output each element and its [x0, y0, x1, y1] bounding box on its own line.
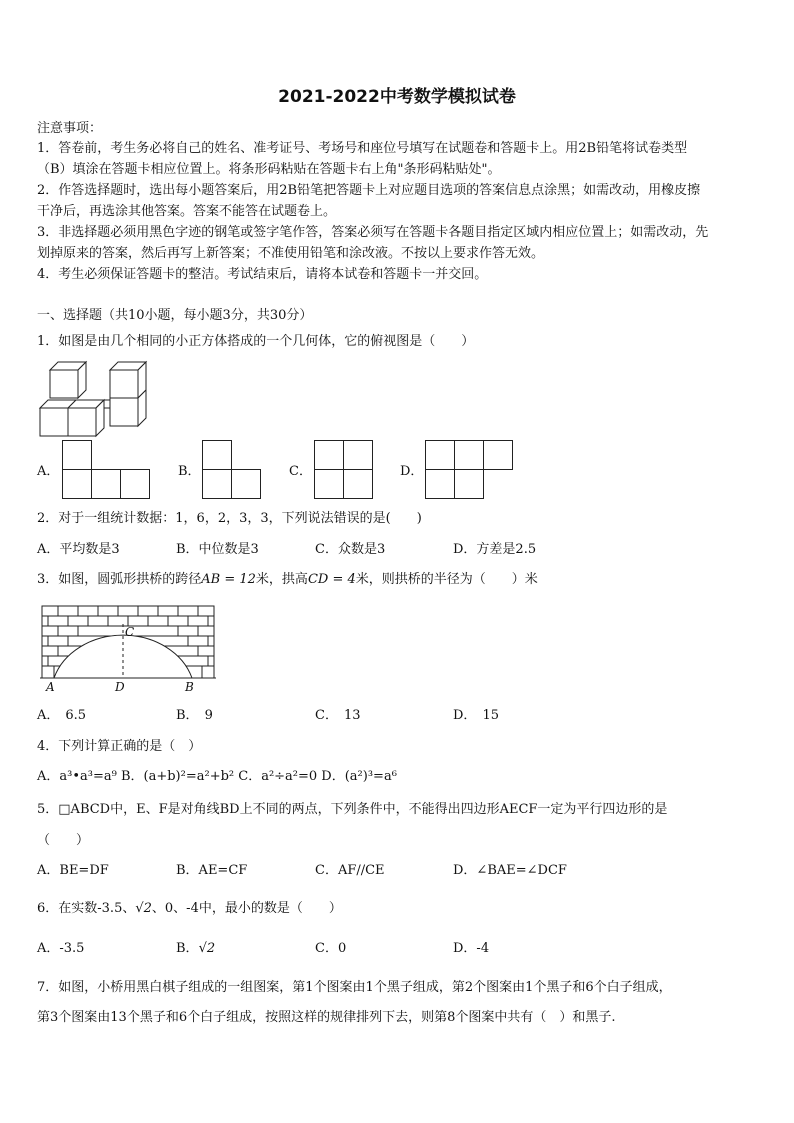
q3-option-c [315, 707, 361, 725]
option-c-topview [314, 440, 374, 500]
arch-label-b: B [185, 680, 194, 694]
section-heading: 一、选择题（共10小题，每小题3分，共30分） [37, 308, 313, 323]
q5-option-a: A．BE=DF [37, 863, 109, 878]
q2-option-c: C．众数是3 [315, 542, 386, 557]
cube-stack-figure [38, 358, 150, 438]
q6-stem-b: 、0、-4中，最小的数是（ ） [151, 901, 342, 916]
q3-option-c-value: 13 [343, 708, 361, 723]
q2-option-a: A．平均数是3 [37, 542, 120, 557]
q6-option-b [176, 940, 215, 958]
q5-paren: （ ） [37, 833, 90, 848]
arch-label-c: C [125, 625, 135, 639]
notice-heading: 注意事项： [37, 121, 103, 136]
option-c-label: C． [289, 464, 312, 479]
question-3-stem [37, 571, 538, 589]
q3-stem-c: 米，则拱桥的半径为（ ）米 [355, 572, 538, 587]
notice-line: 2．作答选择题时，选出每小题答案后，用2B铅笔把答题卡上对应题目选项的答案信息点涂黑；如需改动，用橡皮擦 [37, 183, 701, 198]
question-6-stem [37, 900, 342, 918]
q5-option-b: B．AE=CF [176, 863, 248, 878]
notice-line: （B）填涂在答题卡相应位置上。将条形码粘贴在答题卡右上角"条形码粘贴处"。 [37, 162, 501, 177]
page-title: 2021-2022中考数学模拟试卷 [278, 87, 516, 107]
notice-line: 1．答卷前，考生务必将自己的姓名、准考证号、考场号和座位号填写在试题卷和答题卡上。用2B铅笔将试卷类型 [37, 141, 688, 156]
q3-option-c-label: C． [315, 708, 338, 723]
q3-option-a [37, 707, 86, 725]
question-4-stem: 4．下列计算正确的是（ ） [37, 739, 202, 754]
q6-option-b-sqrt: √2 [198, 941, 216, 956]
q4-options: A．a³•a³=a⁹ B．(a+b)²=a²+b² C．a²÷a²=0 D．(a²)³=a⁶ [37, 769, 397, 784]
q6-option-d: D．-4 [453, 941, 490, 956]
option-b-label: B． [178, 464, 201, 479]
option-d-topview [425, 440, 515, 500]
q3-ab-expr: AB = 12 [201, 572, 256, 587]
notice-line: 划掉原来的答案，然后再写上新答案；不准使用铅笔和涂改液。不按以上要求作答无效。 [37, 246, 545, 261]
option-b-topview [202, 440, 262, 500]
q6-option-a: A．-3.5 [37, 941, 85, 956]
q3-option-d [453, 707, 499, 725]
q6-option-c: C．0 [315, 941, 347, 956]
option-a-label: A． [37, 464, 60, 479]
q3-option-a-value: 6.5 [65, 708, 87, 723]
q6-option-b-label: B． [176, 941, 199, 956]
q2-option-b: B．中位数是3 [176, 542, 259, 557]
q3-cd-expr: CD = 4 [307, 572, 356, 587]
q6-stem-a: 6．在实数-3.5、 [37, 901, 136, 916]
option-a-topview [62, 440, 152, 500]
q3-option-b-label: B． [176, 708, 199, 723]
q3-stem-b: 米，拱高 [255, 572, 308, 587]
q3-option-b [176, 707, 213, 725]
option-d-label: D． [400, 464, 424, 479]
question-2-stem: 2．对于一组统计数据：1，6，2，3，3，下列说法错误的是( ) [37, 511, 422, 526]
q5-option-c: C．AF//CE [315, 863, 385, 878]
q3-stem-a: 3．如图，圆弧形拱桥的跨径 [37, 572, 202, 587]
q3-option-a-label: A． [37, 708, 60, 723]
arch-label-d: D [115, 680, 125, 694]
q2-option-d: D．方差是2.5 [453, 542, 537, 557]
q3-option-d-label: D． [453, 708, 477, 723]
question-5-stem: 5．□ABCD中，E、F是对角线BD上不同的两点，下列条件中，不能得出四边形AECF一定为平行四边形的是 [37, 802, 668, 817]
q3-option-d-value: 15 [482, 708, 499, 723]
q5-option-d: D．∠BAE=∠DCF [453, 863, 567, 878]
question-7-line1: 7．如图，小桥用黑白棋子组成的一组图案，第1个图案由1个黑子组成，第2个图案由1个黑子和6个白子组成， [37, 980, 672, 995]
arch-label-a: A [46, 680, 55, 694]
question-1-stem: 1．如图是由几个相同的小正方体搭成的一个几何体，它的俯视图是（ ） [37, 334, 475, 349]
q3-option-b-value: 9 [204, 708, 213, 723]
notice-line: 3．非选择题必须用黑色字迹的钢笔或签字笔作答，答案必须写在答题卡各题目指定区域内相应位置上；如需改动，先 [37, 225, 709, 240]
notice-line: 4．考生必须保证答题卡的整洁。考试结束后，请将本试卷和答题卡一并交回。 [37, 267, 488, 282]
notice-line: 干净后，再选涂其他答案。答案不能答在试题卷上。 [37, 204, 337, 219]
question-7-line2: 第3个图案由13个黑子和6个白子组成，按照这样的规律排列下去，则第8个图案中共有（ ）和黑子. [37, 1010, 616, 1025]
q6-sqrt: √2 [135, 901, 152, 916]
